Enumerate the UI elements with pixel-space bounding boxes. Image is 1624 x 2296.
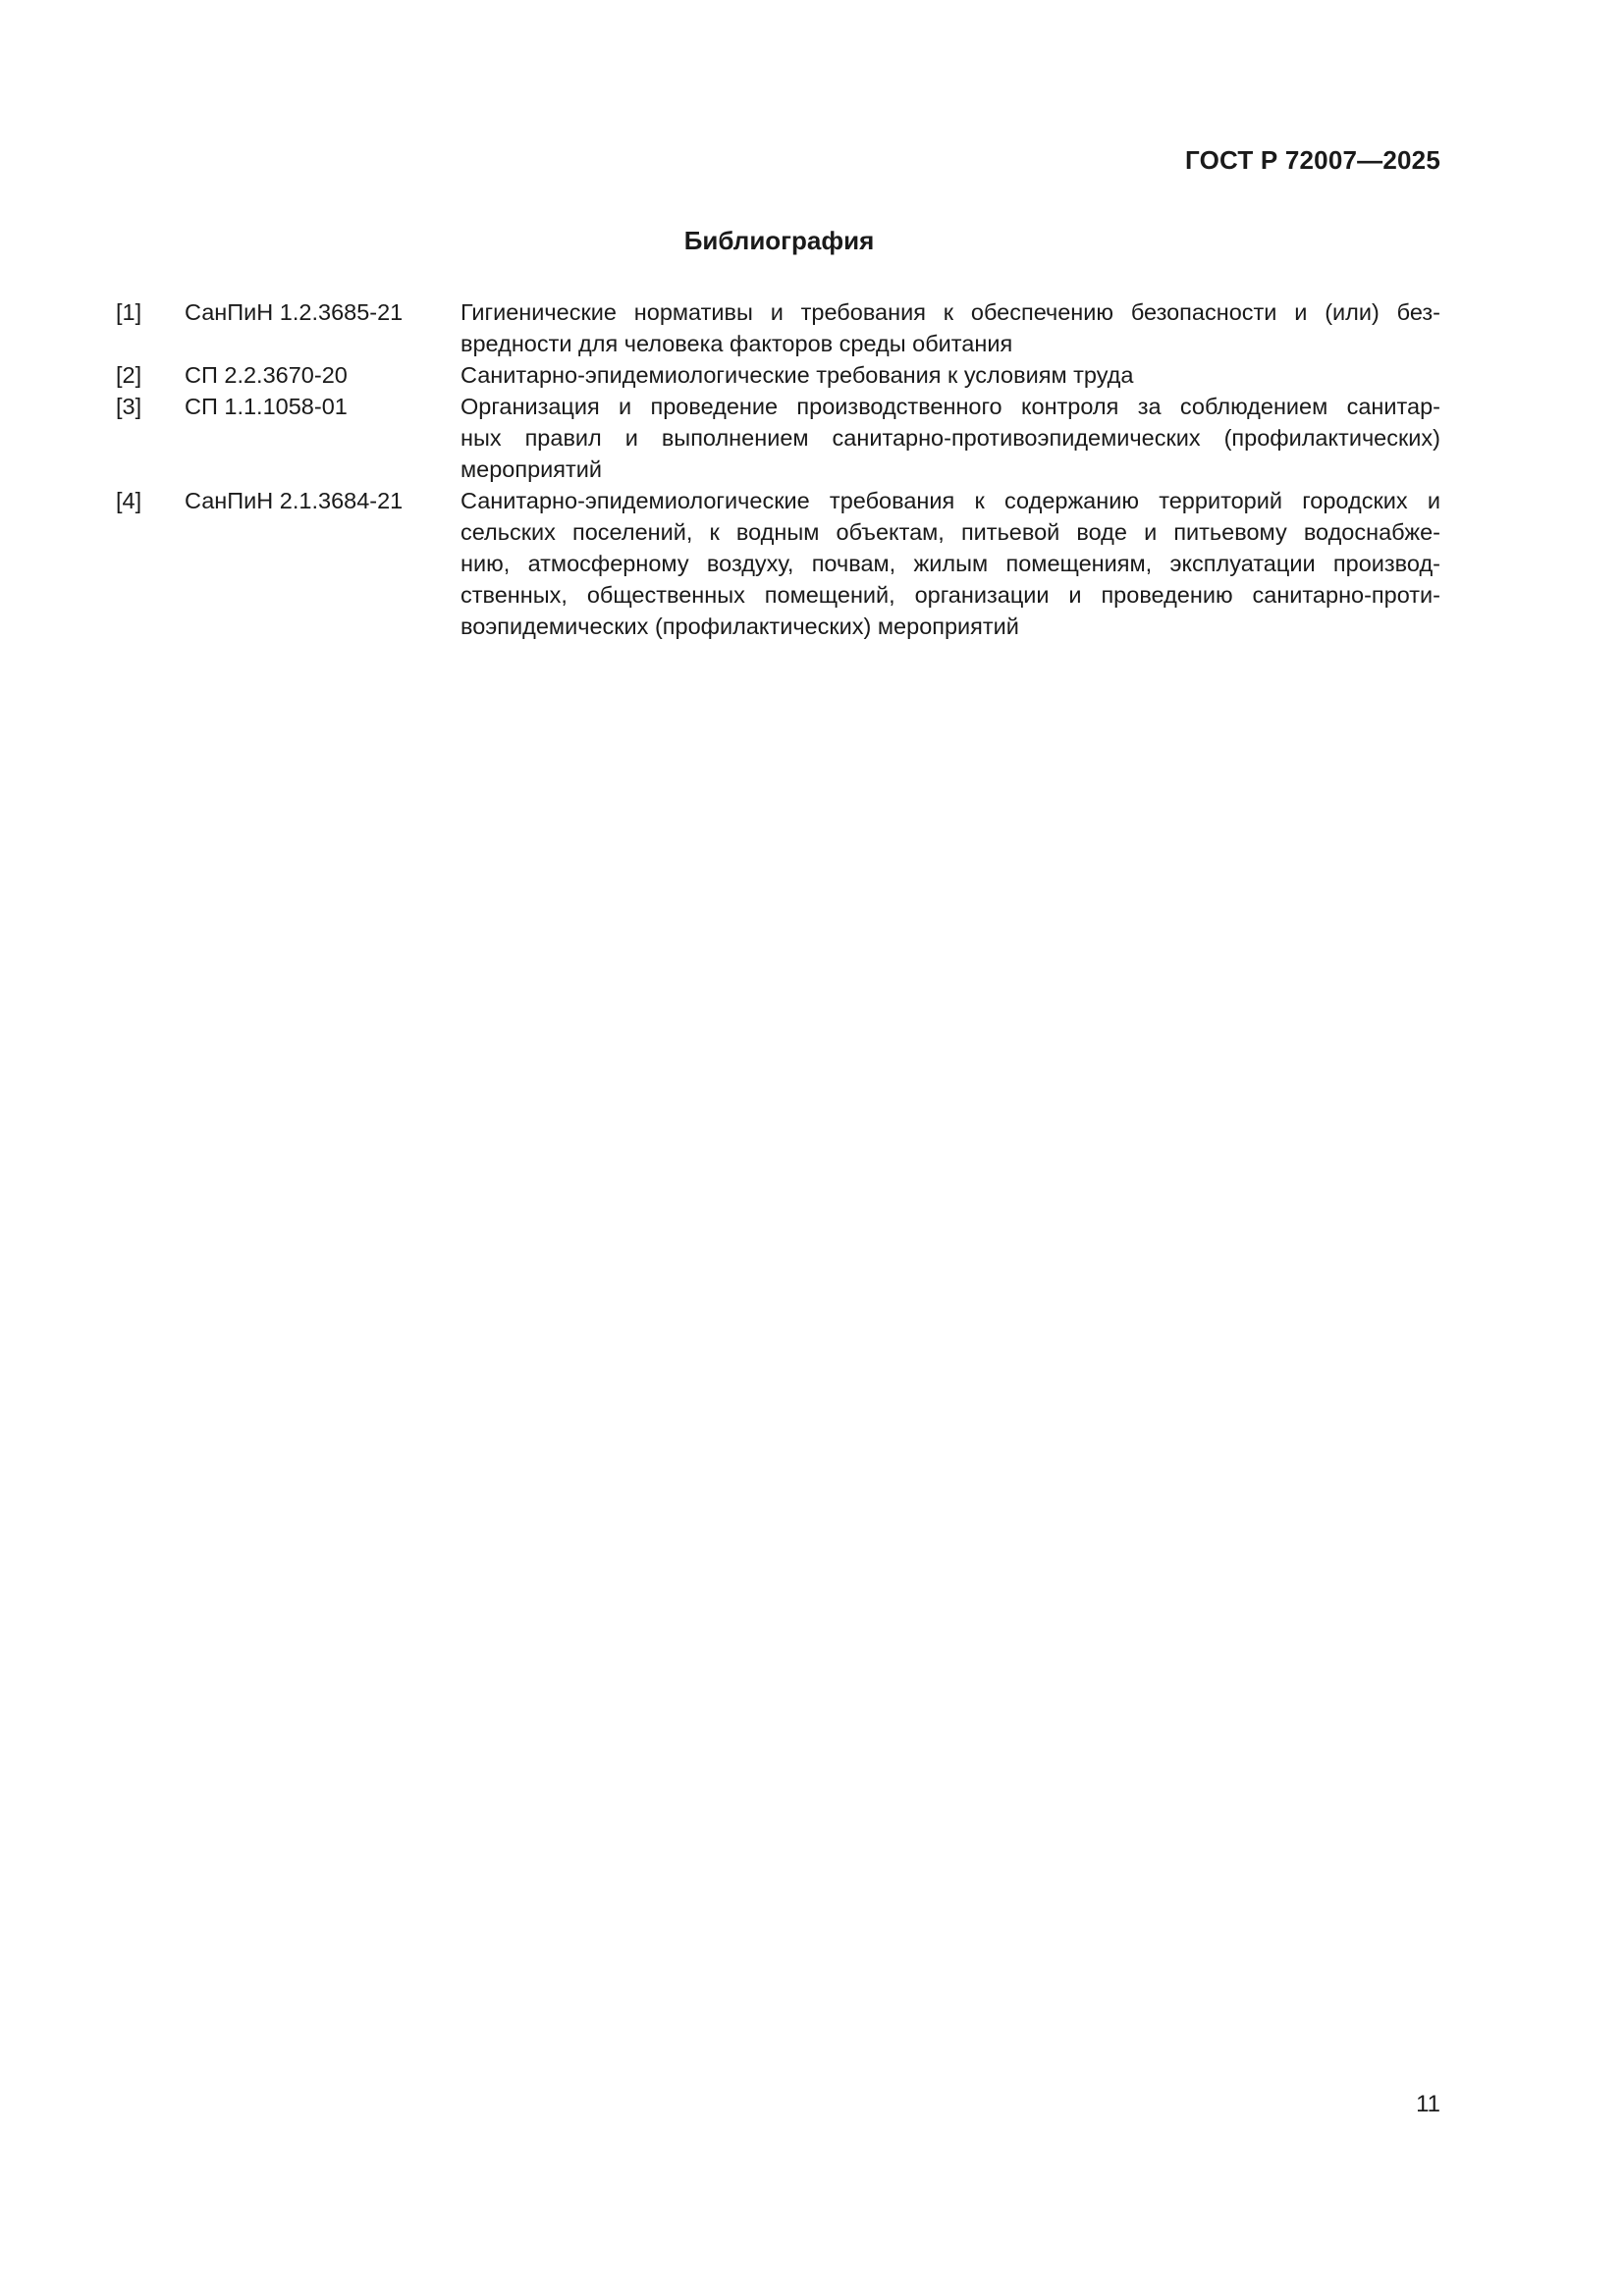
bibliography-entry xyxy=(116,391,1440,485)
document-id-header: ГОСТ Р 72007—2025 xyxy=(1185,145,1440,175)
description-line: Санитарно-эпидемиологические требования к содержанию территорий городских и xyxy=(460,488,1440,513)
description-line: ных правил и выполнением санитарно-противоэпидемических (профилактических) xyxy=(460,425,1440,451)
description-line: вредности для человека факторов среды обитания xyxy=(460,331,1013,356)
description-line: сельских поселений, к водным объектам, питьевой воде и питьевому водоснабже- xyxy=(460,519,1440,545)
entry-number: [2] xyxy=(116,362,142,388)
page-number: 11 xyxy=(1416,2091,1440,2117)
bibliography-list xyxy=(116,296,1440,642)
entry-code: СП 1.1.1058-01 xyxy=(185,394,348,419)
entry-description xyxy=(460,359,1440,391)
description-line: Организация и проведение производственного контроля за соблюдением санитар- xyxy=(460,394,1440,419)
description-line: нию, атмосферному воздуху, почвам, жилым помещениям, эксплуатации производ- xyxy=(460,551,1440,576)
entry-number: [3] xyxy=(116,394,142,419)
description-line: мероприятий xyxy=(460,456,603,482)
description-line: Гигиенические нормативы и требования к обеспечению безопасности и (или) без- xyxy=(460,299,1440,325)
entry-code: СанПиН 2.1.3684-21 xyxy=(185,488,404,513)
section-title: Библиография xyxy=(683,226,875,255)
entry-description xyxy=(460,485,1440,642)
description-line: воэпидемических (профилактических) мероприятий xyxy=(460,614,1019,639)
entry-number: [1] xyxy=(116,299,142,325)
description-line: ственных, общественных помещений, организации и проведению санитарно-проти- xyxy=(460,582,1440,608)
entry-description xyxy=(460,391,1440,485)
entry-description xyxy=(460,296,1440,359)
bibliography-entry xyxy=(116,359,1440,391)
entry-number: [4] xyxy=(116,488,142,513)
entry-code: СанПиН 1.2.3685-21 xyxy=(185,299,404,325)
bibliography-entry xyxy=(116,485,1440,642)
bibliography-entry xyxy=(116,296,1440,359)
entry-code: СП 2.2.3670-20 xyxy=(185,362,348,388)
description-line: Санитарно-эпидемиологические требования к условиям труда xyxy=(460,362,1134,388)
